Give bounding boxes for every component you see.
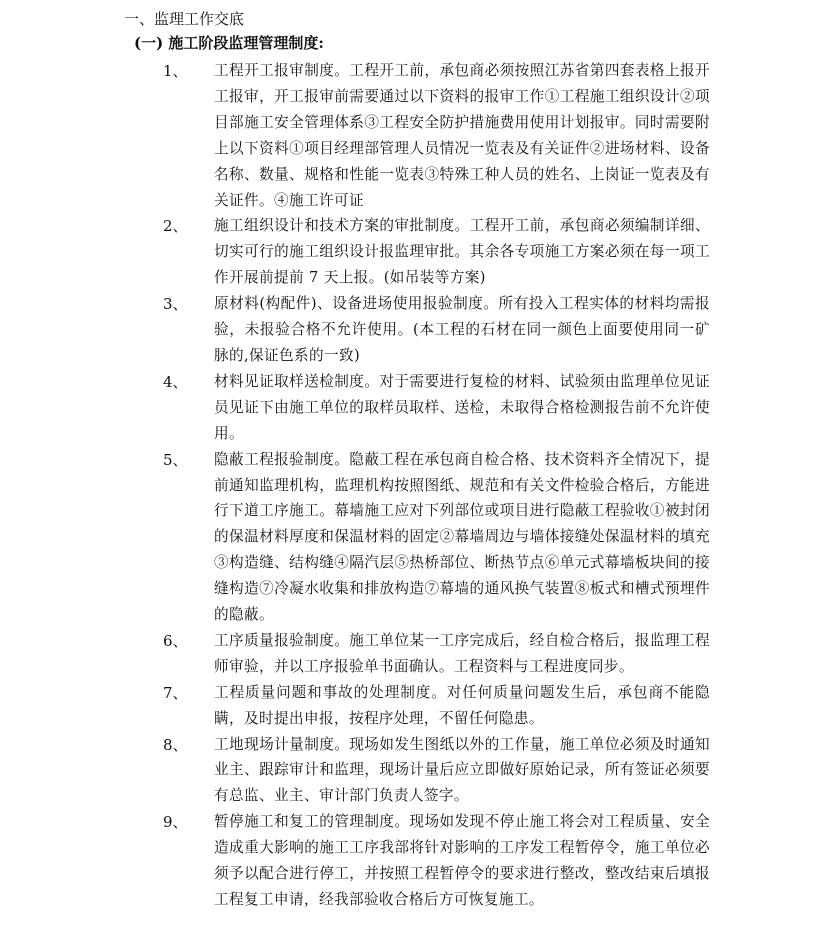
item-text: 工程质量问题和事故的处理制度。对任何质量问题发生后，承包商不能隐瞒，及时提出申报，按程序处理，不留任何隐患。: [214, 683, 710, 727]
item-number: 1、: [163, 62, 188, 80]
item-text: 原材料(构配件)、设备进场使用报验制度。所有投入工程实体的材料均需报验，未报验合格不允许使用。(本工程的石材在同一颜色上面要使用同一矿脉的,保证色系的一致): [214, 295, 710, 364]
item-number: 8、: [163, 735, 188, 754]
list-item: [0, 213, 835, 291]
item-text: 工程开工报审制度。工程开工前，承包商必须按照江苏省第四套表格上报开工报审，开工报审前需要通过以下资料的报审工作①工程施工组织设计②项目部施工安全管理体系③工程安全防护措施费用使用计划报审。同时需要附上以下资料①项目经理部管理人员情况一览表及有关证件②进场材料、设备名称、数量、规格和性能一览表③特殊工种人员的姓名、上岗证一览表及有关证件。④施工许可证: [214, 62, 710, 209]
list-item: [0, 680, 835, 732]
item-number: 3、: [163, 295, 188, 314]
list-item: [0, 447, 835, 628]
item-text: 隐蔽工程报验制度。隐蔽工程在承包商自检合格、技术资料齐全情况下，提前通知监理机构，监理机构按照图纸、规范和有关文件检验合格后，方能进行下道工序施工。幕墙施工应对下列部位或项目进行隐蔽工程验收①被封闭的保温材料厚度和保温材料的固定②幕墙周边与墙体接缝处保温材料的填充③构造缝、结构缝④隔汽层⑤热桥部位、断热节点⑥单元式幕墙板块间的接缝构造⑦冷凝水收集和排放构造⑦幕墙的通风换气装置⑧板式和槽式预埋件的隐蔽。: [214, 450, 710, 624]
section-title: 一、监理工作交底: [124, 10, 245, 28]
regulation-list: [0, 58, 835, 913]
item-number: 7、: [163, 683, 188, 702]
item-text: 工序质量报验制度。施工单位某一工序完成后，经自检合格后，报监理工程师审验，并以工序报验单书面确认。工程资料与工程进度同步。: [214, 631, 710, 675]
list-item: [0, 628, 835, 680]
list-item: [0, 809, 835, 913]
item-number: 9、: [163, 813, 188, 832]
item-number: 6、: [163, 631, 188, 650]
list-item: [0, 369, 835, 447]
item-text: 工地现场计量制度。现场如发生图纸以外的工作量，施工单位必须及时通知业主、跟踪审计和监理，现场计量后应立即做好原始记录，所有签证必须要有总监、业主、审计部门负责人签字。: [214, 735, 710, 805]
item-number: 4、: [163, 372, 188, 391]
list-item: [0, 291, 835, 369]
subsection-title: (一) 施工阶段监理管理制度:: [134, 34, 324, 52]
item-number: 2、: [163, 217, 188, 236]
list-item: [0, 58, 835, 213]
item-text: 施工组织设计和技术方案的审批制度。工程开工前，承包商必须编制详细、切实可行的施工组织设计报监理审批。其余各专项施工方案必须在每一项工作开展前提前 7 天上报。(如吊装等方案): [214, 217, 710, 287]
item-text: 材料见证取样送检制度。对于需要进行复检的材料、试验须由监理单位见证员见证下由施工单位的取样员取样、送检，未取得合格检测报告前不允许使用。: [214, 372, 710, 442]
item-text: 暂停施工和复工的管理制度。现场如发现不停止施工将会对工程质量、安全造成重大影响的施工工序我部将针对影响的工序发工程暂停令，施工单位必须予以配合进行停工，并按照工程暂停令的要求进行整改，整改结束后填报工程复工申请，经我部验收合格后方可恢复施工。: [214, 813, 710, 908]
item-number: 5、: [163, 450, 188, 469]
list-item: [0, 732, 835, 810]
